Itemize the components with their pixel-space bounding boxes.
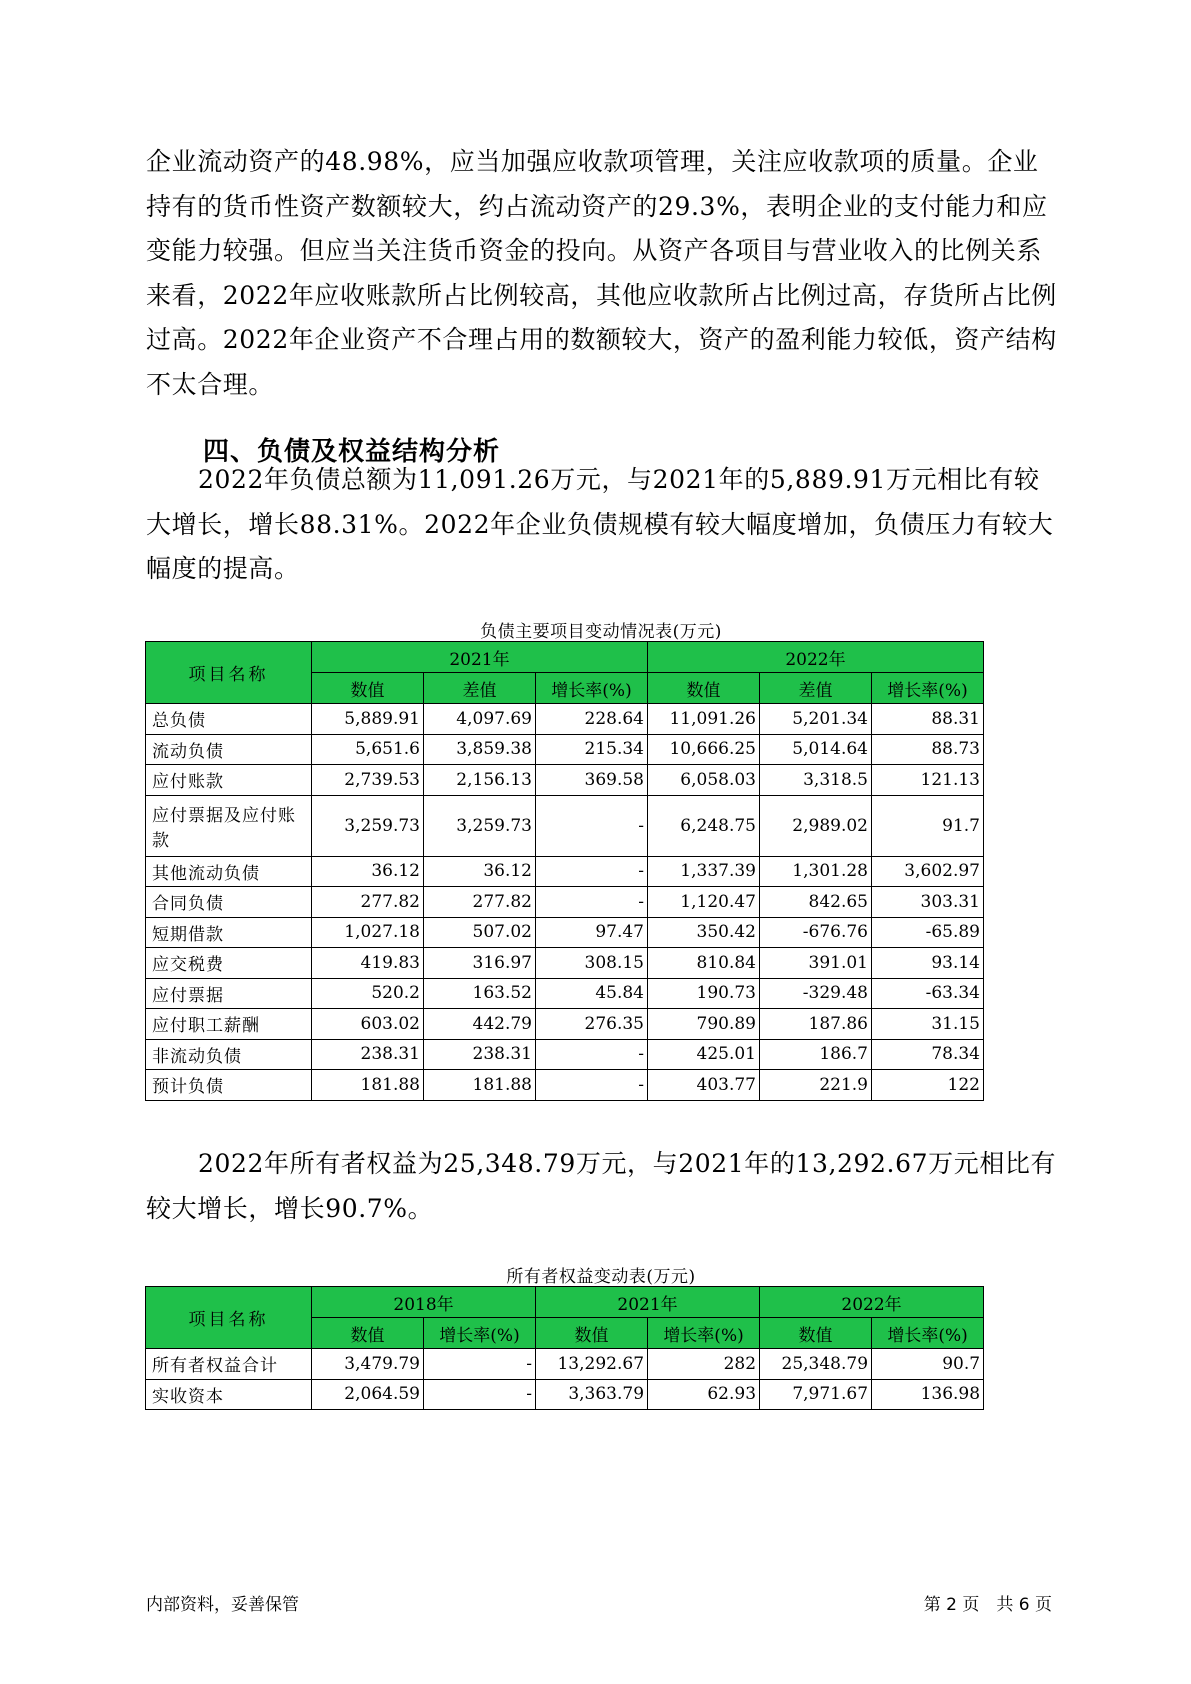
table2-row xyxy=(146,1379,984,1410)
table2-name-header: 项目名称 xyxy=(146,1287,312,1349)
table1-row xyxy=(146,704,984,735)
table2-cell: 282 xyxy=(648,1349,760,1380)
table1-row xyxy=(146,978,984,1009)
table1-cell: 810.84 xyxy=(648,948,760,979)
table2-cell: 7,971.67 xyxy=(760,1379,872,1410)
table1-cell: - xyxy=(536,1070,648,1101)
table1-cell: - xyxy=(536,856,648,887)
table2-year-header: 2018年 xyxy=(312,1287,536,1318)
table1-cell: 3,859.38 xyxy=(424,734,536,765)
table1-cell: 442.79 xyxy=(424,1009,536,1040)
table1-cell: 403.77 xyxy=(648,1070,760,1101)
table1-cell: 2,989.02 xyxy=(760,795,872,856)
table2-cell: - xyxy=(424,1379,536,1410)
table1-cell: 520.2 xyxy=(312,978,424,1009)
table1-row-name: 应付票据及应付账款 xyxy=(146,795,312,856)
table2-row xyxy=(146,1349,984,1380)
table1-row-name: 预计负债 xyxy=(146,1070,312,1101)
table1-cell: 1,120.47 xyxy=(648,887,760,918)
table2-subheader: 数值 xyxy=(760,1318,872,1349)
table1-cell: 3,318.5 xyxy=(760,765,872,796)
table2-subheader: 数值 xyxy=(536,1318,648,1349)
table1-row-name: 应交税费 xyxy=(146,948,312,979)
table1-cell: -676.76 xyxy=(760,917,872,948)
table1-row-name: 短期借款 xyxy=(146,917,312,948)
section-heading: 四、负债及权益结构分析 xyxy=(203,437,501,467)
table1-cell: 790.89 xyxy=(648,1009,760,1040)
table1-cell: 3,602.97 xyxy=(872,856,984,887)
table1-cell: 3,259.73 xyxy=(312,795,424,856)
table1-cell: 1,337.39 xyxy=(648,856,760,887)
table1-cell: 88.31 xyxy=(872,704,984,735)
table1-row xyxy=(146,917,984,948)
table2-subheader: 数值 xyxy=(312,1318,424,1349)
table1-cell: 10,666.25 xyxy=(648,734,760,765)
table2-cell: 13,292.67 xyxy=(536,1349,648,1380)
table1-row-name: 其他流动负债 xyxy=(146,856,312,887)
table1-row-name: 应付职工薪酬 xyxy=(146,1009,312,1040)
table1-cell: 276.35 xyxy=(536,1009,648,1040)
table1-cell: 603.02 xyxy=(312,1009,424,1040)
table1-cell: 31.15 xyxy=(872,1009,984,1040)
table1-cell: 277.82 xyxy=(424,887,536,918)
table1-cell: 507.02 xyxy=(424,917,536,948)
table1-row xyxy=(146,887,984,918)
table2-row-name: 实收资本 xyxy=(146,1379,312,1410)
table1-cell: 181.88 xyxy=(424,1070,536,1101)
table1-row xyxy=(146,948,984,979)
table1-cell: 2,156.13 xyxy=(424,765,536,796)
table2-year-header: 2022年 xyxy=(760,1287,984,1318)
table1-cell: 187.86 xyxy=(760,1009,872,1040)
table1-cell: 97.47 xyxy=(536,917,648,948)
table1-row-name: 非流动负债 xyxy=(146,1039,312,1070)
liabilities-table xyxy=(145,641,984,1101)
table1-row-name: 应付票据 xyxy=(146,978,312,1009)
table2-cell: 90.7 xyxy=(872,1349,984,1380)
table1-cell: 238.31 xyxy=(312,1039,424,1070)
table2-row-name: 所有者权益合计 xyxy=(146,1349,312,1380)
table2-subheader: 增长率(%) xyxy=(424,1318,536,1349)
table1-cell: - xyxy=(536,887,648,918)
table2-cell: 25,348.79 xyxy=(760,1349,872,1380)
table2-subheader: 增长率(%) xyxy=(648,1318,760,1349)
table1-cell: 5,014.64 xyxy=(760,734,872,765)
table1-name-header: 项目名称 xyxy=(146,642,312,704)
equity-table xyxy=(145,1286,984,1410)
table1-cell: 6,248.75 xyxy=(648,795,760,856)
footer-page-number: 第 2 页 共 6 页 xyxy=(923,1595,1052,1615)
table1-cell: 5,889.91 xyxy=(312,704,424,735)
table1-cell: 1,027.18 xyxy=(312,917,424,948)
table1-cell: 181.88 xyxy=(312,1070,424,1101)
table1-year-header: 2022年 xyxy=(648,642,984,673)
table1-cell: -329.48 xyxy=(760,978,872,1009)
table1-row-name: 合同负债 xyxy=(146,887,312,918)
footer-confidential-note: 内部资料，妥善保管 xyxy=(146,1595,299,1615)
table1-cell: 186.7 xyxy=(760,1039,872,1070)
table1-cell: 842.65 xyxy=(760,887,872,918)
table1-cell: 93.14 xyxy=(872,948,984,979)
table1-cell: 2,739.53 xyxy=(312,765,424,796)
table1-cell: 391.01 xyxy=(760,948,872,979)
table1-row xyxy=(146,1009,984,1040)
table1-cell: 3,259.73 xyxy=(424,795,536,856)
table1-subheader: 增长率(%) xyxy=(872,673,984,704)
table1-cell: 308.15 xyxy=(536,948,648,979)
table1-cell: 121.13 xyxy=(872,765,984,796)
table2-cell: 3,363.79 xyxy=(536,1379,648,1410)
table1-row xyxy=(146,795,984,856)
table1-row xyxy=(146,1039,984,1070)
table1-cell: 91.7 xyxy=(872,795,984,856)
table1-cell: 36.12 xyxy=(312,856,424,887)
paragraph-assets-analysis: 企业流动资产的48.98%，应当加强应收款项管理，关注应收款项的质量。企业持有的货币性资产数额较大，约占流动资产的29.3%，表明企业的支付能力和应变能力较强。但应当关注货币资金的投向。从资产各项目与营业收入的比例关系来看，2022年应收账款所占比例较高，其他应收款所占比例过高，存货所占比例过高。2022年企业资产不合理占用的数额较大，资产的盈利能力较低，资产结构不太合理。 xyxy=(146,147,1057,399)
table1-cell: 425.01 xyxy=(648,1039,760,1070)
table1-cell: 316.97 xyxy=(424,948,536,979)
table2-cell: 2,064.59 xyxy=(312,1379,424,1410)
table1-cell: 419.83 xyxy=(312,948,424,979)
paragraph-equity: 2022年所有者权益为25,348.79万元，与2021年的13,292.67万元相比有较大增长，增长90.7%。 xyxy=(146,1149,1057,1223)
table1-cell: 215.34 xyxy=(536,734,648,765)
table1-cell: 11,091.26 xyxy=(648,704,760,735)
table1-subheader: 数值 xyxy=(312,673,424,704)
table1-subheader: 增长率(%) xyxy=(536,673,648,704)
table2-cell: 3,479.79 xyxy=(312,1349,424,1380)
table2-cell: 62.93 xyxy=(648,1379,760,1410)
table1-cell: 45.84 xyxy=(536,978,648,1009)
table1-cell: -65.89 xyxy=(872,917,984,948)
table2-cell: 136.98 xyxy=(872,1379,984,1410)
table1-subheader: 数值 xyxy=(648,673,760,704)
table1-cell: 78.34 xyxy=(872,1039,984,1070)
table1-row-name: 总负债 xyxy=(146,704,312,735)
table1-cell: 277.82 xyxy=(312,887,424,918)
table2-caption: 所有者权益变动表(万元) xyxy=(506,1267,696,1287)
table1-cell: 228.64 xyxy=(536,704,648,735)
table1-cell: - xyxy=(536,1039,648,1070)
table1-cell: 4,097.69 xyxy=(424,704,536,735)
table1-cell: 36.12 xyxy=(424,856,536,887)
table1-subheader: 差值 xyxy=(760,673,872,704)
table1-row-name: 流动负债 xyxy=(146,734,312,765)
table1-cell: - xyxy=(536,795,648,856)
table2-year-header: 2021年 xyxy=(536,1287,760,1318)
table1-row xyxy=(146,1070,984,1101)
table1-row xyxy=(146,765,984,796)
table1-caption: 负债主要项目变动情况表(万元) xyxy=(480,622,722,642)
table1-cell: 350.42 xyxy=(648,917,760,948)
table1-cell: 5,651.6 xyxy=(312,734,424,765)
table1-row xyxy=(146,734,984,765)
table1-cell: 221.9 xyxy=(760,1070,872,1101)
table1-cell: 88.73 xyxy=(872,734,984,765)
table1-cell: 6,058.03 xyxy=(648,765,760,796)
table1-subheader: 差值 xyxy=(424,673,536,704)
table1-cell: -63.34 xyxy=(872,978,984,1009)
paragraph-liabilities: 2022年负债总额为11,091.26万元，与2021年的5,889.91万元相比有较大增长，增长88.31%。2022年企业负债规模有较大幅度增加，负债压力有较大幅度的提高。 xyxy=(146,465,1054,583)
table1-cell: 303.31 xyxy=(872,887,984,918)
table1-row xyxy=(146,856,984,887)
table1-row-name: 应付账款 xyxy=(146,765,312,796)
table1-year-header: 2021年 xyxy=(312,642,648,673)
table1-cell: 1,301.28 xyxy=(760,856,872,887)
table1-cell: 163.52 xyxy=(424,978,536,1009)
table1-cell: 5,201.34 xyxy=(760,704,872,735)
table1-cell: 369.58 xyxy=(536,765,648,796)
table2-subheader: 增长率(%) xyxy=(872,1318,984,1349)
table1-cell: 122 xyxy=(872,1070,984,1101)
table1-cell: 190.73 xyxy=(648,978,760,1009)
table2-cell: - xyxy=(424,1349,536,1380)
table1-cell: 238.31 xyxy=(424,1039,536,1070)
